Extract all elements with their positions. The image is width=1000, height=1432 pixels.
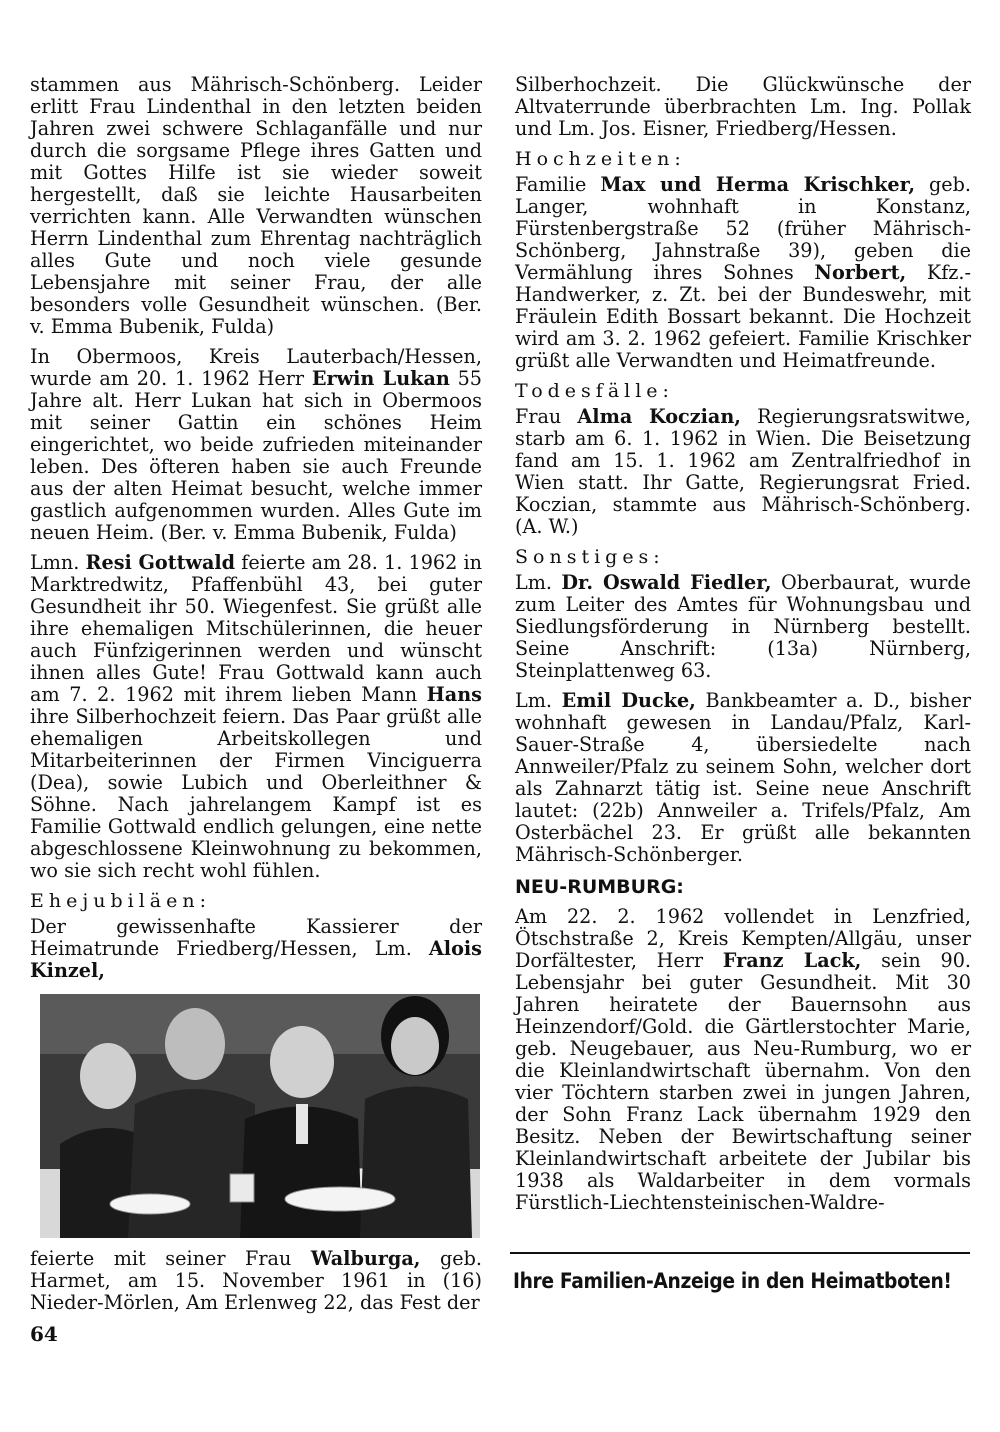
- name-max-herma-krischker: Max und Herma Krischker,: [600, 173, 916, 196]
- name-walburga: Walburga,: [310, 1247, 421, 1270]
- name-emil-ducke: Emil Ducke,: [561, 689, 696, 712]
- name-alois-kinzel: Alois Kinzel,: [30, 937, 482, 982]
- paragraph-walburga: feierte mit seiner Frau Walburga, geb. Harmet, am 15. November 1961 in (16) Nieder-Mörlen, Am Erlenweg 22, das Fest der: [30, 1247, 482, 1314]
- ad-divider: [510, 1252, 970, 1254]
- name-resi-gottwald: Resi Gottwald: [85, 551, 236, 574]
- paragraph-lindenthal: stammen aus Mährisch-Schönberg. Leider erlitt Frau Lindenthal in den letzten beiden Jahren zwei schwere Schlaganfälle und nur durch die sorgsame Pflege ihres Gatten und mit Gottes Hilfe ist sie wieder soweit hergestellt, daß sie leichte Hausarbeiten verrichten kann. Alle Verwandten wünschen Herrn Lindenthal zum Ehrentag nachträglich alles Gute und noch viele gesunde Lebensjahre mit seiner Frau, der alle besonders volle Gesundheit wünschen. (Ber. v. Emma Bubenik, Fulda): [30, 73, 482, 338]
- heading-ehejubilaeen: Ehejubiläen:: [30, 890, 212, 912]
- family-ad-banner: Ihre Familien-Anzeige in den Heimatboten!: [513, 1269, 952, 1293]
- name-franz-lack: Franz Lack,: [722, 949, 862, 972]
- paragraph-krischker: Familie Max und Herma Krischker, geb. Langer, wohnhaft in Konstanz, Fürstenbergstraße 52 (früher Mährisch-Schönberg, Jahnstraße 39), geben die Vermählung ihres Sohnes Norbert, Kfz.-Handwerker, z. Zt. bei der Bundeswehr, mit Fräulein Edith Bossart bekannt. Die Hochzeit wird am 3. 2. 1962 gefeiert. Familie Krischker grüßt alle Verwandten und Heimatfreunde.: [515, 173, 971, 372]
- name-norbert: Norbert,: [814, 261, 907, 284]
- paragraph-gottwald: Lmn. Resi Gottwald feierte am 28. 1. 1962 in Marktredwitz, Pfaffenbühl 43, bei guter Gesundheit ihr 50. Wiegenfest. Sie grüßt alle ihre ehemaligen Mitschülerinnen, die heuer auch Fünfzigerinnen werden und wünscht ihnen alles Gute! Frau Gottwald kann auch am 7. 2. 1962 mit ihrem lieben Mann Hans ihre Silberhochzeit feiern. Das Paar grüßt alle ehemaligen Arbeitskollegen und Mitarbeiterinnen der Firmen Vinciguerra (Dea), sowie Lubich und Oberleithner & Söhne. Nach jahrelangem Kampf ist es Familie Gottwald endlich gelungen, eine nette abgeschlossene Kleinwohnung zu bekommen, wo sie sich recht wohl fühlen.: [30, 551, 482, 882]
- name-oswald-fiedler: Dr. Oswald Fiedler,: [561, 571, 772, 594]
- paragraph-fiedler: Lm. Dr. Oswald Fiedler, Oberbaurat, wurde zum Leiter des Amtes für Wohnungsbau und Siedlungsförderung in Nürnberg bestellt. Seine Anschrift: (13a) Nürnberg, Steinplattenweg 63.: [515, 571, 971, 682]
- paragraph-kinzel: Der gewissenhafte Kassierer der Heimatrunde Friedberg/Hessen, Lm. Alois Kinzel,: [30, 915, 482, 982]
- paragraph-koczian: Frau Alma Koczian, Regierungsratswitwe, starb am 6. 1. 1962 in Wien. Die Beisetzung fand am 15. 1. 1962 am Zentralfriedhof in Wien statt. Ihr Gatte, Regierungsrat Fried. Koczian, stammte aus Mährisch-Schönberg. (A. W.): [515, 405, 971, 538]
- paragraph-ducke: Lm. Emil Ducke, Bankbeamter a. D., bisher wohnhaft gewesen in Landau/Pfalz, Karl-Sauer-Straße 4, übersiedelte nach Annweiler/Pfalz zu seinem Sohn, welcher dort als Zahnarzt tätig ist. Seine neue Anschrift lautet: (22b) Annweiler a. Trifels/Pfalz, Am Osterbächel 23. Er grüßt alle bekannten Mährisch-Schönberger.: [515, 689, 971, 866]
- heading-sonstiges: Sonstiges:: [515, 546, 665, 568]
- paragraph-lack: Am 22. 2. 1962 vollendet in Lenzfried, Ötschstraße 2, Kreis Kempten/Allgäu, unser Dorfältester, Herr Franz Lack, sein 90. Lebensjahr bei guter Gesundheit. Mit 30 Jahren heiratete der Bauernsohn aus Heinzendorf/Gold. die Gärtlerstochter Marie, geb. Neugebauer, aus Neu-Rumburg, wo er die Kleinlandwirtschaft übernahm. Von den vier Töchtern starben zwei in jungen Jahren, der Sohn Franz Lack übernahm 1929 den Besitz. Neben der Bewirtschaftung seiner Kleinlandwirtschaft arbeitete der Jubilar bis 1938 als Waldarbeiter in dem vormals Fürstlich-Liechtensteinischen-Waldre-: [515, 905, 971, 1214]
- name-hans: Hans: [426, 683, 482, 706]
- name-erwin-lukan: Erwin Lukan: [311, 367, 450, 390]
- paragraph-silberhochzeit: Silberhochzeit. Die Glückwünsche der Altvaterrunde überbrachten Lm. Ing. Pollak und Lm. Jos. Eisner, Friedberg/Hessen.: [515, 73, 971, 140]
- section-neu-rumburg: NEU-RUMBURG:: [515, 876, 684, 898]
- heading-hochzeiten: Hochzeiten:: [515, 148, 686, 170]
- heading-todesfaelle: Todesfälle:: [515, 380, 674, 402]
- name-alma-koczian: Alma Koczian,: [577, 405, 741, 428]
- paragraph-lukan: In Obermoos, Kreis Lauterbach/Hessen, wurde am 20. 1. 1962 Herr Erwin Lukan 55 Jahre alt. Herr Lukan hat sich in Obermoos mit seiner Gattin ein schönes Heim eingerichtet, wo beide zufrieden miteinander leben. Des öfteren haben sie auch Freunde aus der alten Heimat besucht, welche immer gastlich aufgenommen wurden. Alles Gute im neuen Heim. (Ber. v. Emma Bubenik, Fulda): [30, 345, 483, 544]
- family-photo: [40, 994, 480, 1238]
- left-column: [30, 74, 482, 1322]
- page-number: 64: [30, 1322, 58, 1346]
- right-column: [515, 74, 971, 1222]
